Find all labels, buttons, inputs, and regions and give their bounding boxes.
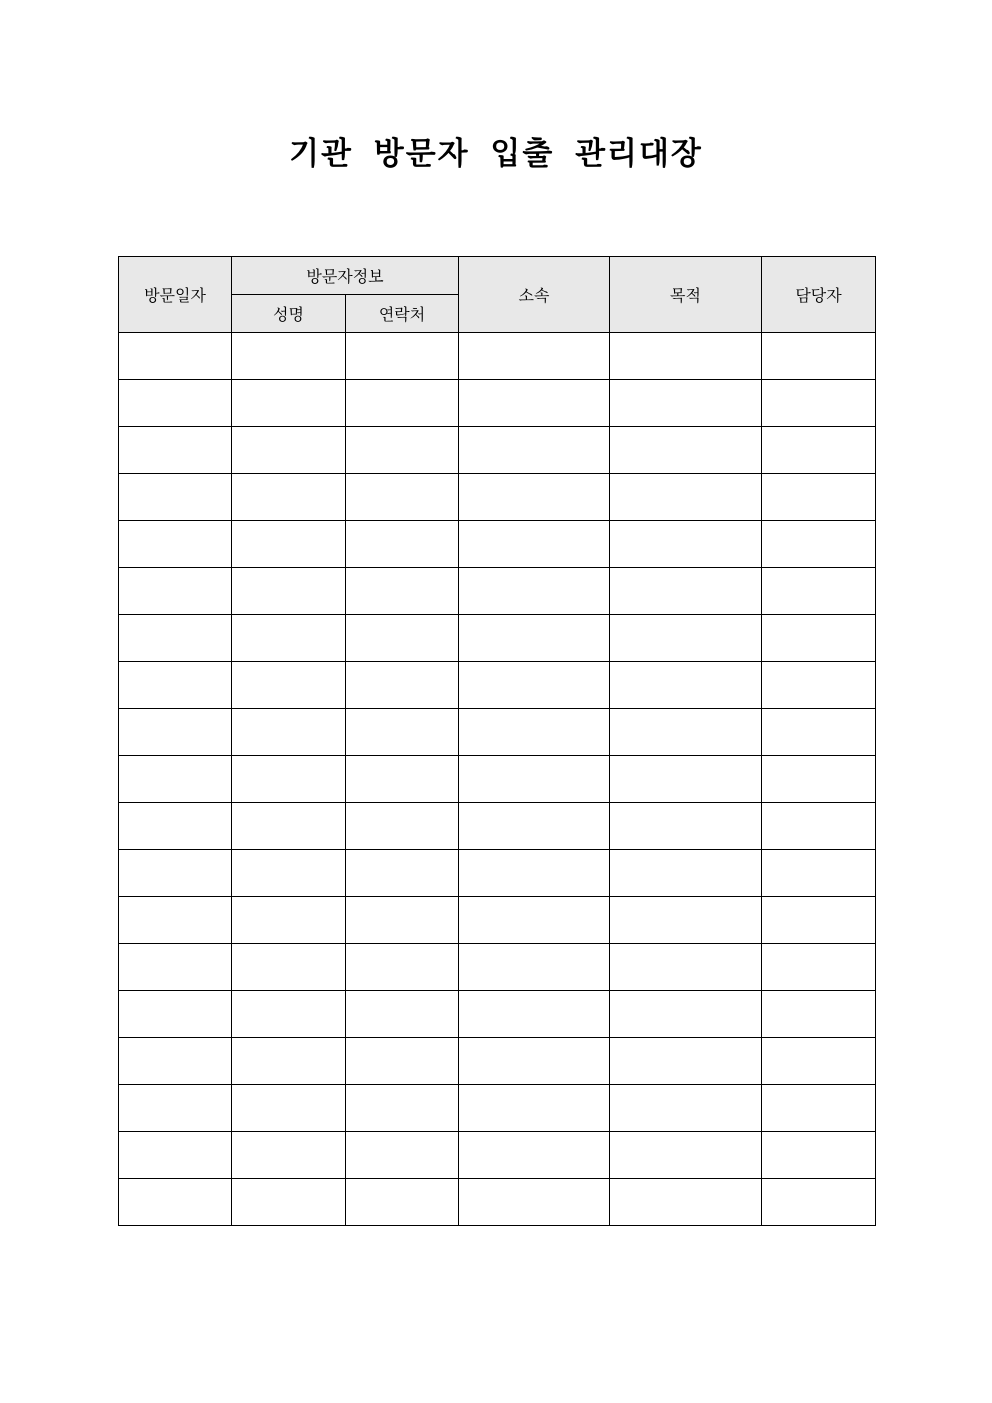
affiliation-cell[interactable] — [459, 521, 610, 568]
header-visit-date: 방문일자 — [119, 257, 232, 333]
table-row — [119, 991, 876, 1038]
visit-date-cell[interactable] — [119, 474, 232, 521]
page-title: 기관 방문자 입출 관리대장 — [289, 136, 703, 172]
visit-date-cell[interactable] — [119, 850, 232, 897]
contact-cell[interactable] — [346, 615, 459, 662]
table-row — [119, 1038, 876, 1085]
table-row — [119, 1132, 876, 1179]
visit-date-cell[interactable] — [119, 568, 232, 615]
affiliation-cell[interactable] — [459, 333, 610, 380]
table-row — [119, 568, 876, 615]
name-cell[interactable] — [232, 380, 346, 427]
name-cell[interactable] — [232, 897, 346, 944]
visit-date-cell[interactable] — [119, 944, 232, 991]
contact-cell[interactable] — [346, 944, 459, 991]
table-row — [119, 474, 876, 521]
contact-cell[interactable] — [346, 521, 459, 568]
affiliation-cell[interactable] — [459, 897, 610, 944]
person-in-charge-cell[interactable] — [762, 709, 876, 756]
affiliation-cell[interactable] — [459, 1085, 610, 1132]
person-in-charge-cell[interactable] — [762, 944, 876, 991]
table-row — [119, 803, 876, 850]
table-row — [119, 1085, 876, 1132]
person-in-charge-cell[interactable] — [762, 521, 876, 568]
contact-cell[interactable] — [346, 333, 459, 380]
affiliation-cell[interactable] — [459, 850, 610, 897]
table-body — [119, 333, 876, 1226]
person-in-charge-cell[interactable] — [762, 991, 876, 1038]
purpose-cell[interactable] — [610, 991, 762, 1038]
visit-date-cell[interactable] — [119, 615, 232, 662]
visit-date-cell[interactable] — [119, 1038, 232, 1085]
name-cell[interactable] — [232, 1085, 346, 1132]
person-in-charge-cell[interactable] — [762, 380, 876, 427]
purpose-cell[interactable] — [610, 615, 762, 662]
purpose-cell[interactable] — [610, 1179, 762, 1226]
purpose-cell[interactable] — [610, 897, 762, 944]
person-in-charge-cell[interactable] — [762, 1085, 876, 1132]
purpose-cell[interactable] — [610, 756, 762, 803]
purpose-cell[interactable] — [610, 1132, 762, 1179]
person-in-charge-cell[interactable] — [762, 615, 876, 662]
contact-cell[interactable] — [346, 709, 459, 756]
table-row — [119, 944, 876, 991]
visit-date-cell[interactable] — [119, 380, 232, 427]
person-in-charge-cell[interactable] — [762, 1038, 876, 1085]
name-cell[interactable] — [232, 568, 346, 615]
affiliation-cell[interactable] — [459, 427, 610, 474]
table-row — [119, 897, 876, 944]
name-cell[interactable] — [232, 521, 346, 568]
name-cell[interactable] — [232, 333, 346, 380]
header-contact: 연락처 — [346, 295, 459, 333]
header-row — [119, 257, 876, 295]
person-in-charge-cell[interactable] — [762, 427, 876, 474]
name-cell[interactable] — [232, 756, 346, 803]
purpose-cell[interactable] — [610, 944, 762, 991]
visit-date-cell[interactable] — [119, 709, 232, 756]
affiliation-cell[interactable] — [459, 756, 610, 803]
visit-date-cell[interactable] — [119, 521, 232, 568]
table-row — [119, 756, 876, 803]
person-in-charge-cell[interactable] — [762, 1179, 876, 1226]
table-row — [119, 521, 876, 568]
contact-cell[interactable] — [346, 991, 459, 1038]
name-cell[interactable] — [232, 1132, 346, 1179]
table-row — [119, 709, 876, 756]
visit-date-cell[interactable] — [119, 1085, 232, 1132]
purpose-cell[interactable] — [610, 662, 762, 709]
purpose-cell[interactable] — [610, 521, 762, 568]
name-cell[interactable] — [232, 709, 346, 756]
visitor-ledger-table — [118, 256, 876, 1226]
person-in-charge-cell[interactable] — [762, 756, 876, 803]
table-row — [119, 1179, 876, 1226]
affiliation-cell[interactable] — [459, 568, 610, 615]
person-in-charge-cell[interactable] — [762, 474, 876, 521]
header-person-in-charge: 담당자 — [762, 257, 876, 333]
affiliation-cell[interactable] — [459, 662, 610, 709]
header-name: 성명 — [232, 295, 346, 333]
table-row — [119, 850, 876, 897]
person-in-charge-cell[interactable] — [762, 1132, 876, 1179]
affiliation-cell[interactable] — [459, 944, 610, 991]
table-row — [119, 427, 876, 474]
header-affiliation: 소속 — [459, 257, 610, 333]
visit-date-cell[interactable] — [119, 991, 232, 1038]
name-cell[interactable] — [232, 1179, 346, 1226]
purpose-cell[interactable] — [610, 1085, 762, 1132]
affiliation-cell[interactable] — [459, 1038, 610, 1085]
name-cell[interactable] — [232, 944, 346, 991]
person-in-charge-cell[interactable] — [762, 897, 876, 944]
affiliation-cell[interactable] — [459, 615, 610, 662]
person-in-charge-cell[interactable] — [762, 850, 876, 897]
name-cell[interactable] — [232, 850, 346, 897]
visit-date-cell[interactable] — [119, 1179, 232, 1226]
affiliation-cell[interactable] — [459, 991, 610, 1038]
name-cell[interactable] — [232, 1038, 346, 1085]
name-cell[interactable] — [232, 615, 346, 662]
affiliation-cell[interactable] — [459, 803, 610, 850]
table-row — [119, 333, 876, 380]
purpose-cell[interactable] — [610, 474, 762, 521]
table-row — [119, 615, 876, 662]
purpose-cell[interactable] — [610, 803, 762, 850]
purpose-cell[interactable] — [610, 850, 762, 897]
visit-date-cell[interactable] — [119, 897, 232, 944]
contact-cell[interactable] — [346, 568, 459, 615]
table-row — [119, 662, 876, 709]
visit-date-cell[interactable] — [119, 803, 232, 850]
visit-date-cell[interactable] — [119, 1132, 232, 1179]
purpose-cell[interactable] — [610, 333, 762, 380]
person-in-charge-cell[interactable] — [762, 333, 876, 380]
contact-cell[interactable] — [346, 474, 459, 521]
purpose-cell[interactable] — [610, 427, 762, 474]
person-in-charge-cell[interactable] — [762, 568, 876, 615]
affiliation-cell[interactable] — [459, 709, 610, 756]
purpose-cell[interactable] — [610, 568, 762, 615]
visit-date-cell[interactable] — [119, 662, 232, 709]
purpose-cell[interactable] — [610, 380, 762, 427]
header-visitor-info: 방문자정보 — [232, 257, 459, 295]
contact-cell[interactable] — [346, 662, 459, 709]
contact-cell[interactable] — [346, 427, 459, 474]
contact-cell[interactable] — [346, 850, 459, 897]
name-cell[interactable] — [232, 991, 346, 1038]
contact-cell[interactable] — [346, 1179, 459, 1226]
visit-date-cell[interactable] — [119, 756, 232, 803]
visit-date-cell[interactable] — [119, 427, 232, 474]
purpose-cell[interactable] — [610, 709, 762, 756]
contact-cell[interactable] — [346, 756, 459, 803]
purpose-cell[interactable] — [610, 1038, 762, 1085]
contact-cell[interactable] — [346, 1132, 459, 1179]
table-row — [119, 380, 876, 427]
header-purpose: 목적 — [610, 257, 762, 333]
contact-cell[interactable] — [346, 1085, 459, 1132]
affiliation-cell[interactable] — [459, 380, 610, 427]
affiliation-cell[interactable] — [459, 1132, 610, 1179]
visit-date-cell[interactable] — [119, 333, 232, 380]
affiliation-cell[interactable] — [459, 474, 610, 521]
contact-cell[interactable] — [346, 803, 459, 850]
contact-cell[interactable] — [346, 380, 459, 427]
contact-cell[interactable] — [346, 1038, 459, 1085]
name-cell[interactable] — [232, 427, 346, 474]
affiliation-cell[interactable] — [459, 1179, 610, 1226]
person-in-charge-cell[interactable] — [762, 662, 876, 709]
contact-cell[interactable] — [346, 897, 459, 944]
name-cell[interactable] — [232, 662, 346, 709]
name-cell[interactable] — [232, 803, 346, 850]
name-cell[interactable] — [232, 474, 346, 521]
person-in-charge-cell[interactable] — [762, 803, 876, 850]
